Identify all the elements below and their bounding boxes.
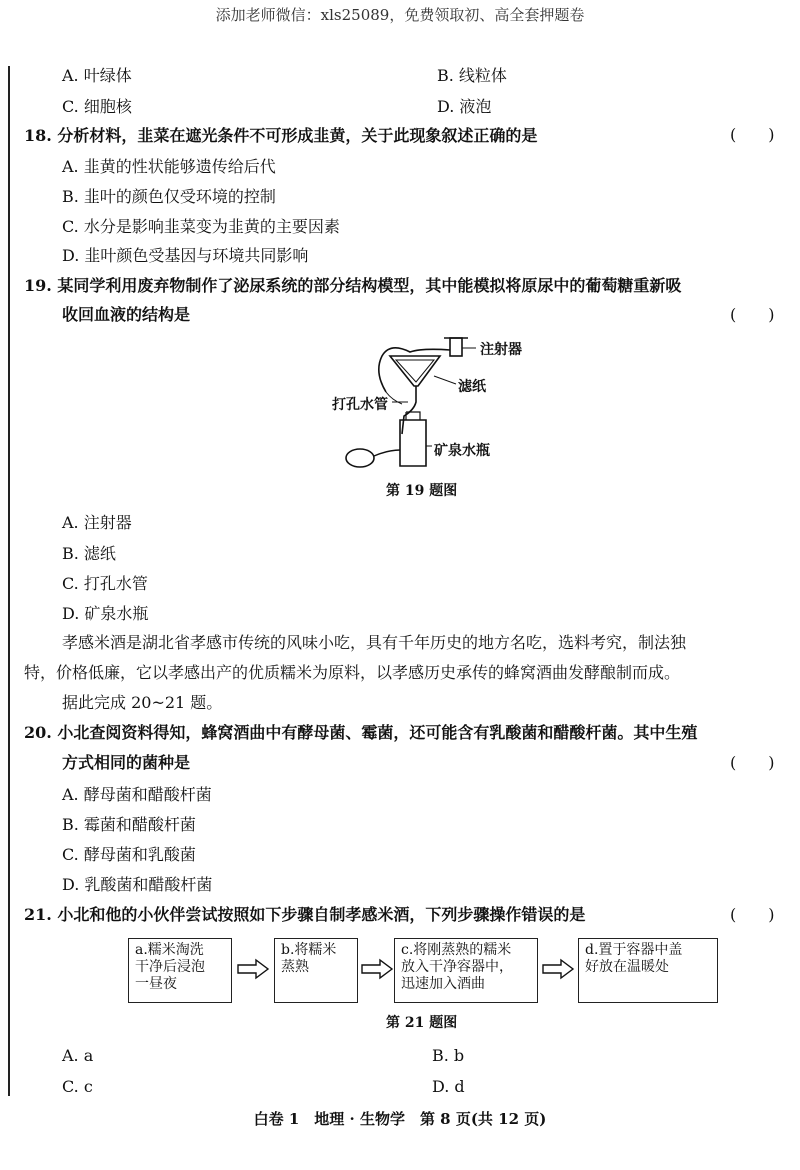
q18-option-a: A. 韭黄的性状能够遗传给后代 [62, 157, 276, 176]
q19-stem-line1: 19. 某同学利用废弃物制作了泌尿系统的部分结构模型，其中能模拟将原尿中的葡萄糖重新吸 [24, 276, 682, 295]
q17-option-a: A. 叶绿体 [62, 66, 132, 85]
passage-line1: 孝感米酒是湖北省孝感市传统的风味小吃，具有千年历史的地方名吃，选料考究，制法独 [62, 633, 687, 652]
arrow-c-d-icon [541, 958, 575, 980]
q19-option-d: D. 矿泉水瓶 [62, 604, 149, 623]
label-syringe: 注射器 [480, 342, 522, 358]
q21-answer-paren: ( ) [730, 905, 775, 924]
q18-option-d: D. 韭叶颜色受基因与环境共同影响 [62, 246, 309, 265]
q20-option-d: D. 乳酸菌和醋酸杆菌 [62, 875, 213, 894]
q18-answer-paren: ( ) [730, 125, 775, 144]
bulb [346, 449, 374, 467]
q19-option-b: B. 滤纸 [62, 544, 116, 563]
step-d-box: d.置于容器中盖 好放在温暖处 [578, 938, 718, 1003]
q21-option-d: D. d [432, 1077, 465, 1096]
margin-line [8, 66, 10, 1096]
label-bottle: 矿泉水瓶 [434, 443, 490, 459]
q20-option-b: B. 霉菌和醋酸杆菌 [62, 815, 196, 834]
q21-option-b: B. b [432, 1046, 465, 1065]
q18-stem: 18. 分析材料，韭菜在遮光条件不可形成韭黄，关于此现象叙述正确的是 [24, 126, 538, 145]
q19-option-a: A. 注射器 [62, 513, 132, 532]
q21-stem: 21. 小北和他的小伙伴尝试按照如下步骤自制孝感米酒，下列步骤操作错误的是 [24, 905, 586, 924]
syringe-body [450, 338, 462, 356]
bottle-body [400, 420, 426, 466]
label-perforated-pipe: 打孔水管 [332, 397, 388, 413]
q19-answer-paren: ( ) [730, 305, 775, 324]
perforated-pipe [402, 386, 416, 434]
q20-option-a: A. 酵母菌和醋酸杆菌 [62, 785, 212, 804]
q20-option-c: C. 酵母菌和乳酸菌 [62, 845, 196, 864]
page-footer: 白卷 1 地理 · 生物学 第 8 页(共 12 页) [253, 1110, 547, 1128]
passage-line2: 特，价格低廉，它以孝感出产的优质糯米为原料，以孝感历史承传的蜂窝酒曲发酵酿制而成。 [24, 663, 681, 682]
q21-option-a: A. a [62, 1046, 94, 1065]
q19-stem-line2: 收回血液的结构是 [62, 305, 191, 324]
q19-option-c: C. 打孔水管 [62, 574, 148, 593]
q18-option-c: C. 水分是影响韭菜变为韭黄的主要因素 [62, 217, 340, 236]
step-a-box: a.糯米淘洗 干净后浸泡 一昼夜 [128, 938, 232, 1003]
step-c-box: c.将刚蒸熟的糯米 放入干净容器中， 迅速加入酒曲 [394, 938, 538, 1003]
q20-stem-line2: 方式相同的菌种是 [62, 753, 191, 772]
arrow-a-b-icon [236, 958, 270, 980]
watermark-header: 添加老师微信：xls25089，免费领取初、高全套押题卷 [215, 6, 585, 24]
q17-option-d: D. 液泡 [437, 97, 492, 116]
arrow-b-c-icon [360, 958, 394, 980]
q17-option-c: C. 细胞核 [62, 97, 132, 116]
figure-21-caption: 第 21 题图 [386, 1015, 458, 1031]
q20-stem-line1: 20. 小北查阅资料得知，蜂窝酒曲中有酵母菌、霉菌，还可能含有乳酸菌和醋酸杆菌。其中生殖 [24, 723, 698, 742]
passage-line3: 据此完成 20~21 题。 [62, 693, 223, 712]
figure-19-caption: 第 19 题图 [386, 483, 458, 499]
q21-option-c: C. c [62, 1077, 93, 1096]
q20-answer-paren: ( ) [730, 753, 775, 772]
label-filter-paper: 滤纸 [458, 379, 486, 395]
step-b-box: b.将糯米 蒸熟 [274, 938, 358, 1003]
q17-option-b: B. 线粒体 [437, 66, 507, 85]
q18-option-b: B. 韭叶的颜色仅受环境的控制 [62, 187, 276, 206]
